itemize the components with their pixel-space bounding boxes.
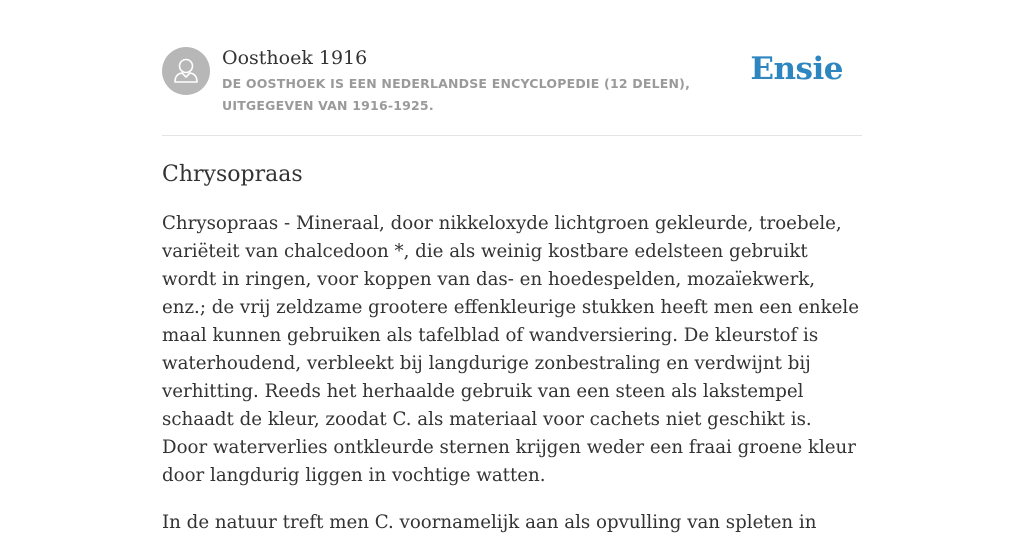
source-header	[162, 46, 862, 116]
article-content	[162, 160, 862, 556]
source-description: DE OOSTHOEK IS EEN NEDERLANDSE ENCYCLOPEDIE (12 DELEN), UITGEGEVEN VAN 1916-1925.	[222, 76, 691, 113]
source-title[interactable]: Oosthoek 1916	[222, 47, 368, 69]
user-silhouette-icon	[162, 47, 210, 95]
article-title: Chrysopraas	[162, 162, 303, 187]
article-paragraph: Chrysopraas - Mineraal, door nikkeloxyde lichtgroen gekleurde, troebele, variëteit van chalcedoon *, die als weinig kostbare edelsteen gebruikt wordt in ringen, voor koppen van das- en hoedespelden, mozaïekwerk, enz.; de vrij zeldzame grootere effenkleurige stukken heeft men een enkele maal kunnen gebruiken als tafelblad of wandversiering. De kleurstof is waterhoudend, verbleekt bij langdurige zonbestraling en verdwijnt bij verhitting. Reeds het herhaalde gebruik van een steen als lakstempel schaadt de kleur, zoodat C. als materiaal voor cachets niet geschikt is. Door waterverlies ontkleurde sternen krijgen weder een fraai groene kleur door langdurig liggen in vochtige watten.	[162, 213, 859, 486]
article-paragraph: In de natuur treft men C. voornamelijk aan als opvulling van spleten in	[162, 512, 817, 533]
user-avatar-icon[interactable]	[162, 47, 210, 95]
ensie-logo[interactable]: Ensie	[750, 51, 843, 87]
header-divider	[162, 135, 862, 136]
